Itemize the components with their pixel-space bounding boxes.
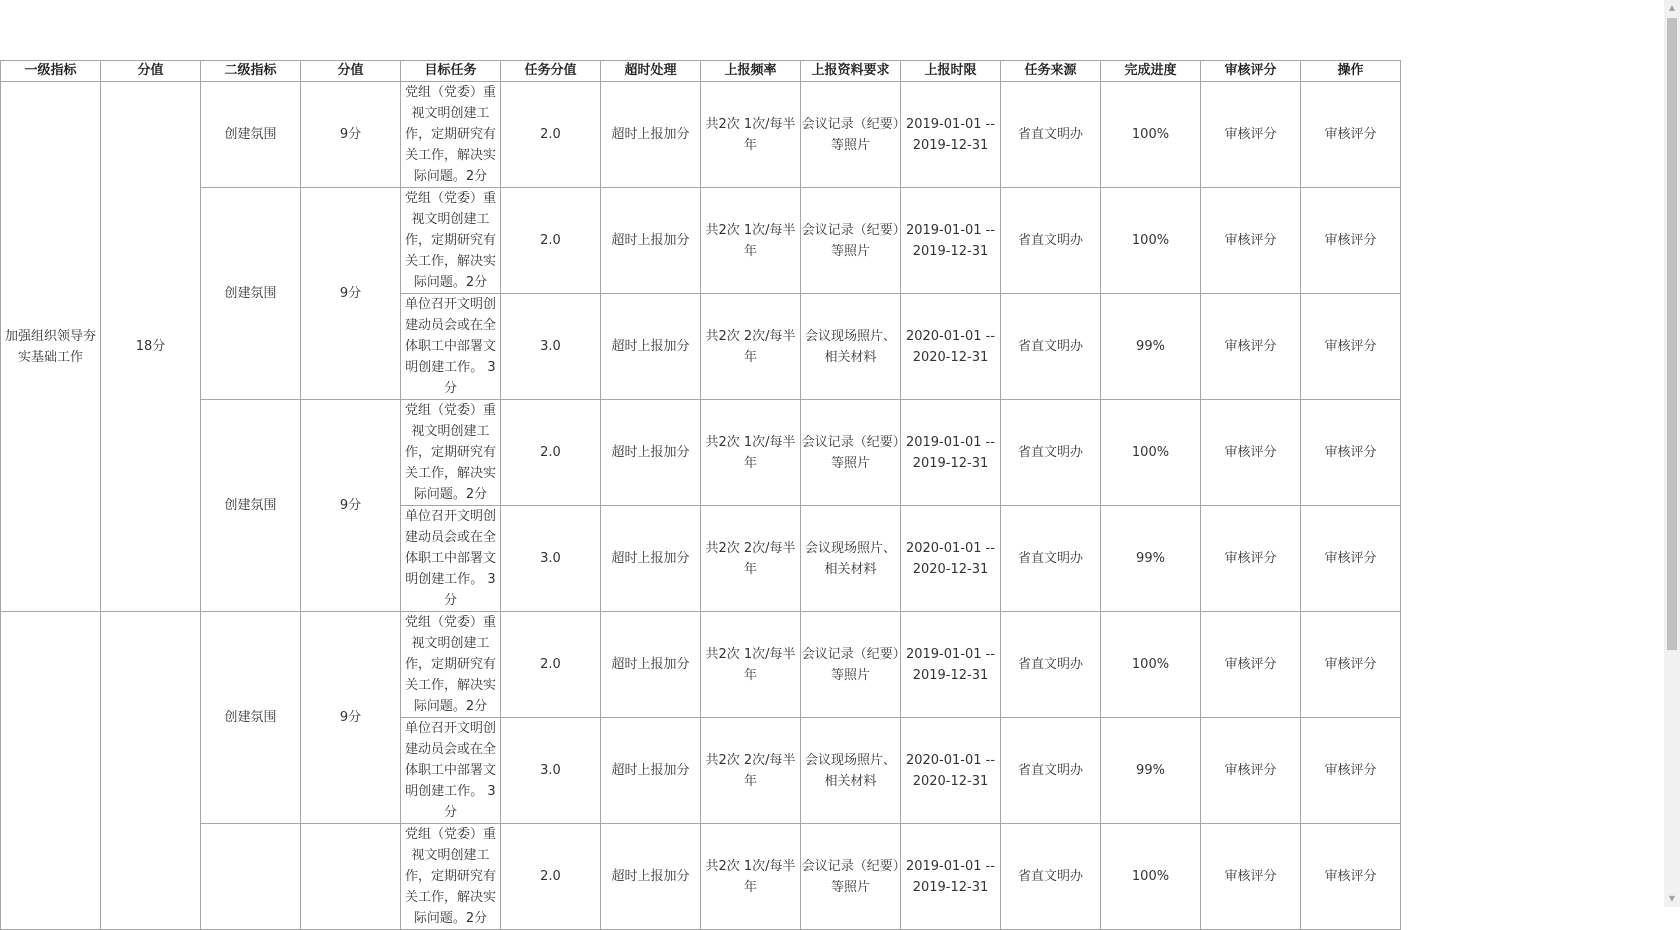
review-score-cell: 审核评分 [1201, 82, 1301, 188]
source-cell: 省直文明办 [1001, 506, 1101, 612]
overtime-cell: 超时上报加分 [601, 718, 701, 824]
level2-score-cell: 9分 [301, 612, 401, 824]
target-task-cell: 单位召开文明创建动员会或在全体职工中部署文明创建工作。 3分 [401, 718, 501, 824]
overtime-cell: 超时上报加分 [601, 824, 701, 930]
frequency-cell: 共2次 2次/每半年 [701, 506, 801, 612]
review-score-cell: 审核评分 [1201, 188, 1301, 294]
review-action-link[interactable]: 审核评分 [1301, 400, 1401, 506]
overtime-cell: 超时上报加分 [601, 612, 701, 718]
header-level2-indicator: 二级指标 [201, 61, 301, 82]
table-row [1, 400, 1401, 506]
level2-indicator-cell: 创建氛围 [201, 612, 301, 824]
review-score-cell: 审核评分 [1201, 506, 1301, 612]
frequency-cell: 共2次 2次/每半年 [701, 294, 801, 400]
header-report-requirement: 上报资料要求 [801, 61, 901, 82]
frequency-cell: 共2次 1次/每半年 [701, 188, 801, 294]
frequency-cell: 共2次 1次/每半年 [701, 612, 801, 718]
header-progress: 完成进度 [1101, 61, 1201, 82]
target-task-cell: 党组（党委）重视文明创建工作，定期研究有关工作，解决实际问题。2分 [401, 612, 501, 718]
progress-cell: 100% [1101, 612, 1201, 718]
overtime-cell: 超时上报加分 [601, 82, 701, 188]
deadline-cell: 2019-01-01 -- 2019-12-31 [901, 824, 1001, 930]
header-report-frequency: 上报频率 [701, 61, 801, 82]
source-cell: 省直文明办 [1001, 400, 1101, 506]
task-score-cell: 2.0 [501, 82, 601, 188]
target-task-cell: 党组（党委）重视文明创建工作，定期研究有关工作，解决实际问题。2分 [401, 188, 501, 294]
level2-indicator-cell: 创建氛围 [201, 188, 301, 400]
deadline-cell: 2019-01-01 -- 2019-12-31 [901, 400, 1001, 506]
table-row [1, 824, 1401, 930]
header-level1-indicator: 一级指标 [1, 61, 101, 82]
level1-score-cell [101, 612, 201, 930]
source-cell: 省直文明办 [1001, 294, 1101, 400]
source-cell: 省直文明办 [1001, 718, 1101, 824]
frequency-cell: 共2次 1次/每半年 [701, 824, 801, 930]
deadline-cell: 2019-01-01 -- 2019-12-31 [901, 82, 1001, 188]
overtime-cell: 超时上报加分 [601, 188, 701, 294]
frequency-cell: 共2次 2次/每半年 [701, 718, 801, 824]
review-action-link[interactable]: 审核评分 [1301, 612, 1401, 718]
review-action-link[interactable]: 审核评分 [1301, 82, 1401, 188]
scrollbar-thumb[interactable] [1667, 18, 1677, 650]
review-score-cell: 审核评分 [1201, 612, 1301, 718]
review-score-cell: 审核评分 [1201, 718, 1301, 824]
source-cell: 省直文明办 [1001, 824, 1101, 930]
vertical-scrollbar[interactable] [1664, 0, 1680, 907]
requirement-cell: 会议记录（纪要）等照片 [801, 612, 901, 718]
overtime-cell: 超时上报加分 [601, 400, 701, 506]
frequency-cell: 共2次 1次/每半年 [701, 400, 801, 506]
progress-cell: 99% [1101, 506, 1201, 612]
level2-indicator-cell [201, 824, 301, 930]
level2-indicator-cell: 创建氛围 [201, 82, 301, 188]
progress-cell: 99% [1101, 718, 1201, 824]
requirement-cell: 会议记录（纪要）等照片 [801, 82, 901, 188]
level2-score-cell: 9分 [301, 188, 401, 400]
progress-cell: 100% [1101, 188, 1201, 294]
requirement-cell: 会议记录（纪要）等照片 [801, 400, 901, 506]
header-level2-score: 分值 [301, 61, 401, 82]
requirement-cell: 会议现场照片、相关材料 [801, 718, 901, 824]
overtime-cell: 超时上报加分 [601, 506, 701, 612]
header-overtime-handling: 超时处理 [601, 61, 701, 82]
task-score-cell: 2.0 [501, 400, 601, 506]
requirement-cell: 会议记录（纪要）等照片 [801, 188, 901, 294]
source-cell: 省直文明办 [1001, 82, 1101, 188]
task-score-cell: 3.0 [501, 294, 601, 400]
review-score-cell: 审核评分 [1201, 824, 1301, 930]
level1-score-cell: 18分 [101, 82, 201, 612]
source-cell: 省直文明办 [1001, 188, 1101, 294]
review-action-link[interactable]: 审核评分 [1301, 188, 1401, 294]
review-action-link[interactable]: 审核评分 [1301, 506, 1401, 612]
deadline-cell: 2020-01-01 -- 2020-12-31 [901, 506, 1001, 612]
header-review-score: 审核评分 [1201, 61, 1301, 82]
target-task-cell: 党组（党委）重视文明创建工作，定期研究有关工作，解决实际问题。2分 [401, 824, 501, 930]
triangle-up-icon[interactable]: ▲ [1668, 3, 1676, 12]
table-header-row [1, 61, 1401, 82]
table-row [1, 82, 1401, 188]
task-score-cell: 2.0 [501, 824, 601, 930]
progress-cell: 99% [1101, 294, 1201, 400]
level2-score-cell: 9分 [301, 82, 401, 188]
level1-indicator-cell [1, 612, 101, 930]
header-task-source: 任务来源 [1001, 61, 1101, 82]
review-score-cell: 审核评分 [1201, 294, 1301, 400]
target-task-cell: 党组（党委）重视文明创建工作，定期研究有关工作，解决实际问题。2分 [401, 400, 501, 506]
header-target-task: 目标任务 [401, 61, 501, 82]
progress-cell: 100% [1101, 400, 1201, 506]
progress-cell: 100% [1101, 824, 1201, 930]
header-report-deadline: 上报时限 [901, 61, 1001, 82]
source-cell: 省直文明办 [1001, 612, 1101, 718]
header-task-score: 任务分值 [501, 61, 601, 82]
frequency-cell: 共2次 1次/每半年 [701, 82, 801, 188]
task-table [0, 60, 1401, 930]
target-task-cell: 党组（党委）重视文明创建工作，定期研究有关工作，解决实际问题。2分 [401, 82, 501, 188]
deadline-cell: 2020-01-01 -- 2020-12-31 [901, 718, 1001, 824]
level1-indicator-cell: 加强组织领导夯实基础工作 [1, 82, 101, 612]
level2-score-cell: 9分 [301, 400, 401, 612]
review-action-link[interactable]: 审核评分 [1301, 294, 1401, 400]
header-level1-score: 分值 [101, 61, 201, 82]
review-score-cell: 审核评分 [1201, 400, 1301, 506]
triangle-down-icon[interactable]: ▼ [1668, 894, 1676, 903]
table-row [1, 612, 1401, 718]
header-action: 操作 [1301, 61, 1401, 82]
level2-indicator-cell: 创建氛围 [201, 400, 301, 612]
task-score-cell: 2.0 [501, 612, 601, 718]
review-action-link[interactable]: 审核评分 [1301, 718, 1401, 824]
progress-cell: 100% [1101, 82, 1201, 188]
target-task-cell: 单位召开文明创建动员会或在全体职工中部署文明创建工作。 3分 [401, 506, 501, 612]
overtime-cell: 超时上报加分 [601, 294, 701, 400]
task-score-cell: 3.0 [501, 718, 601, 824]
requirement-cell: 会议记录（纪要）等照片 [801, 824, 901, 930]
deadline-cell: 2019-01-01 -- 2019-12-31 [901, 188, 1001, 294]
review-action-link[interactable]: 审核评分 [1301, 824, 1401, 930]
requirement-cell: 会议现场照片、相关材料 [801, 506, 901, 612]
task-score-cell: 2.0 [501, 188, 601, 294]
table-row [1, 188, 1401, 294]
deadline-cell: 2020-01-01 -- 2020-12-31 [901, 294, 1001, 400]
target-task-cell: 单位召开文明创建动员会或在全体职工中部署文明创建工作。 3分 [401, 294, 501, 400]
level2-score-cell [301, 824, 401, 930]
task-score-cell: 3.0 [501, 506, 601, 612]
deadline-cell: 2019-01-01 -- 2019-12-31 [901, 612, 1001, 718]
requirement-cell: 会议现场照片、相关材料 [801, 294, 901, 400]
